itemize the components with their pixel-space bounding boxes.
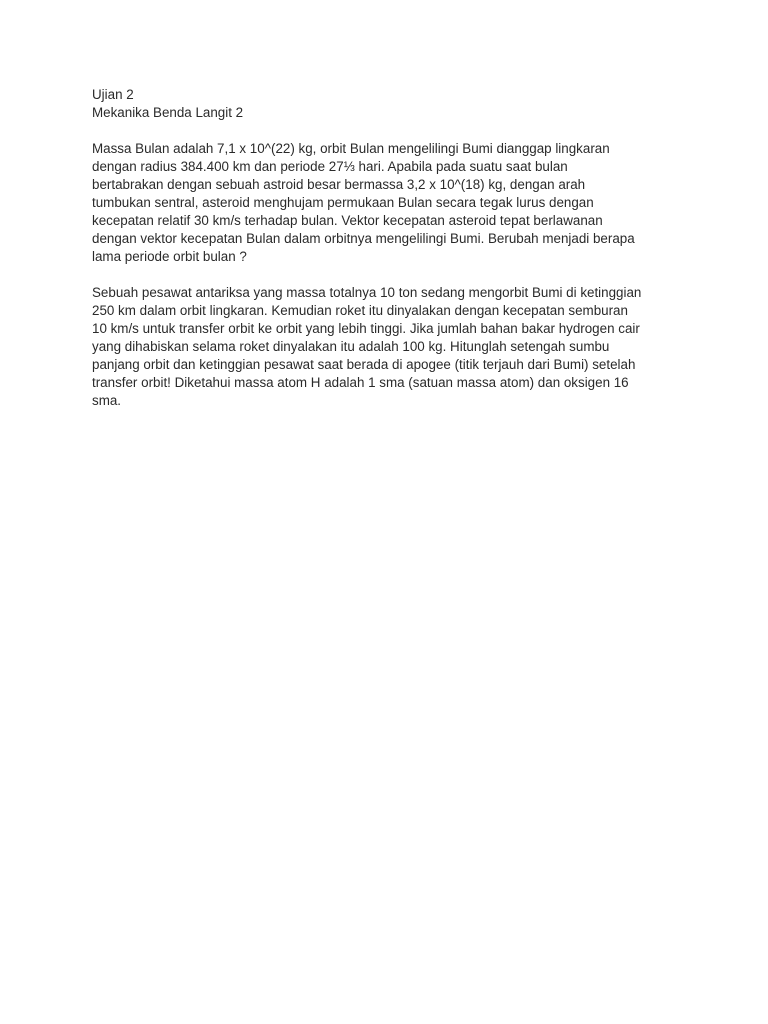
paragraph-line: transfer orbit! Diketahui massa atom H adalah 1 sma (satuan massa atom) dan oksigen 16	[92, 375, 629, 390]
paragraph-line: 10 km/s untuk transfer orbit ke orbit yang lebih tinggi. Jika jumlah bahan bakar hydrogen cair	[92, 321, 640, 336]
paragraph-line: 250 km dalam orbit lingkaran. Kemudian roket itu dinyalakan dengan kecepatan semburan	[92, 303, 628, 318]
paragraph-line: sma.	[92, 393, 122, 408]
paragraph-gap	[92, 266, 672, 284]
question-1-paragraph	[92, 140, 672, 266]
paragraph-line: yang dihabiskan selama roket dinyalakan itu adalah 100 kg. Hitunglah setengah sumbu	[92, 339, 610, 354]
paragraph-line: kecepatan relatif 30 km/s terhadap bulan. Vektor kecepatan asteroid tepat berlawanan	[92, 213, 603, 228]
question-2-paragraph	[92, 284, 672, 410]
document-body	[92, 86, 672, 410]
paragraph-line: Sebuah pesawat antariksa yang massa totalnya 10 ton sedang mengorbit Bumi di ketinggian	[92, 285, 642, 300]
document-title: Ujian 2	[92, 87, 134, 102]
paragraph-line: bertabrakan dengan sebuah astroid besar bermassa 3,2 x 10^(18) kg, dengan arah	[92, 177, 586, 192]
document-subtitle: Mekanika Benda Langit 2	[92, 105, 244, 120]
paragraph-gap	[92, 122, 672, 140]
paragraph-line: panjang orbit dan ketinggian pesawat saat berada di apogee (titik terjauh dari Bumi) setelah	[92, 357, 636, 372]
paragraph-line: dengan vektor kecepatan Bulan dalam orbitnya mengelilingi Bumi. Berubah menjadi berapa	[92, 231, 635, 246]
paragraph-line: lama periode orbit bulan ?	[92, 249, 247, 264]
paragraph-line: dengan radius 384.400 km dan periode 27⅓ hari. Apabila pada suatu saat bulan	[92, 159, 568, 174]
paragraph-line: Massa Bulan adalah 7,1 x 10^(22) kg, orbit Bulan mengelilingi Bumi dianggap lingkaran	[92, 141, 610, 156]
paragraph-line: tumbukan sentral, asteroid menghujam permukaan Bulan secara tegak lurus dengan	[92, 195, 594, 210]
